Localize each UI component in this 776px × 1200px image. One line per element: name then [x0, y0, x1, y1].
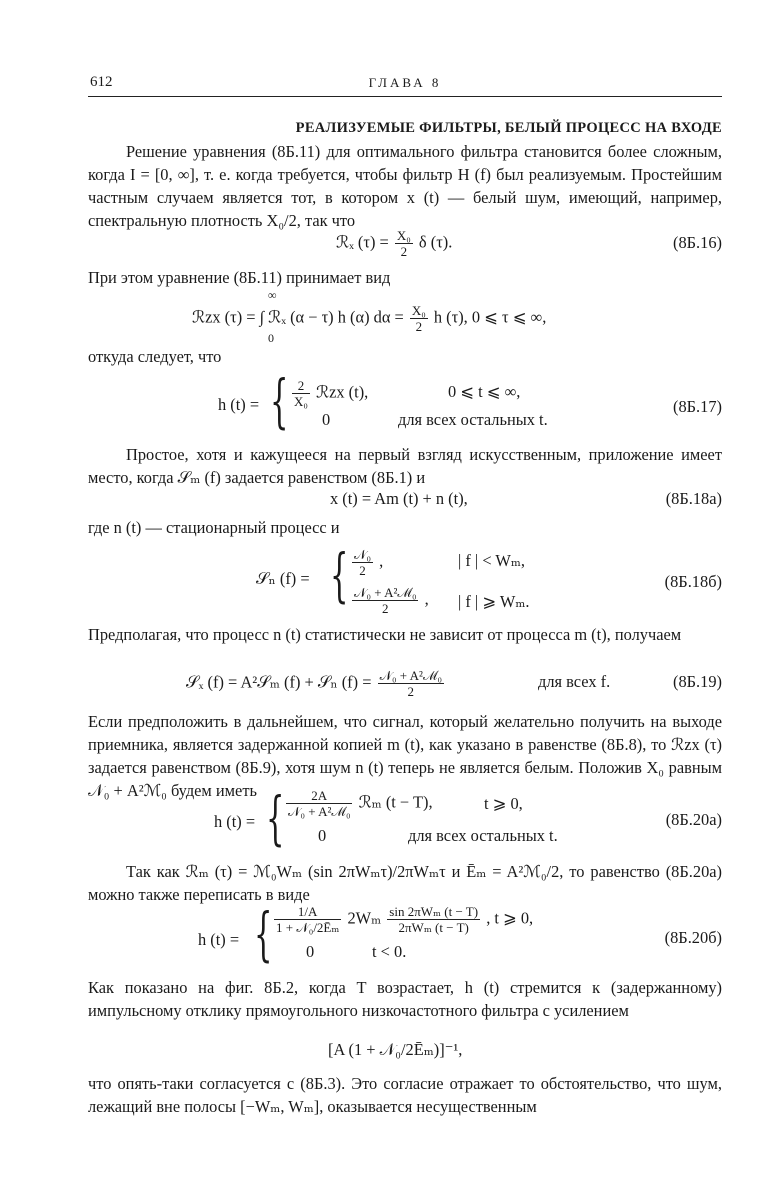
paragraph-5: где n (t) — стационарный процесс и — [88, 518, 340, 537]
equation-number-8b18b: (8Б.18б) — [664, 572, 722, 591]
equation-8b20b-case1: $\frac{1/A}{\text{1 + 𝒩₀/2Ēₘ}}$ 2Wₘ $\frac{\text{sin 2πWₘ (t − T)}}{\text{2πWₘ (t − T)}}$ , t ⩾ 0, — [276, 904, 534, 935]
brace: { — [330, 541, 349, 609]
equation-8b20b-case2: 0 — [306, 942, 315, 961]
equation-number-8b20a: (8Б.20а) — [665, 810, 722, 829]
equation-8b20a-cond2: для всех остальных t. — [408, 826, 558, 845]
equation-8b17-lhs: h (t) = — [218, 395, 260, 414]
equation-8b20b-cond2: t < 0. — [372, 942, 407, 961]
paragraph-4: Простое, хотя и кажущееся на первый взгляд искусственным, приложение имеет место, когда 𝒮ₘ (f) задается равенством (8Б.1) и — [88, 445, 722, 487]
equation-8b17-cond1: 0 ⩽ t ⩽ ∞, — [448, 382, 521, 401]
page-number: 612 — [90, 74, 113, 90]
paragraph-3: откуда следует, что — [88, 347, 222, 366]
equation-number-8b17: (8Б.17) — [672, 397, 722, 416]
equation-number-8b19: (8Б.19) — [672, 672, 722, 691]
brace: { — [266, 784, 285, 852]
paragraph-1: Решение уравнения (8Б.11) для оптимального фильтра становится более сложным, когда I = [0, ∞], т. е. когда требуется, чтобы фильтр H (f) был реализуемым. Простейшим частным случаем является тот, в котором x (t) — белый шум, имеющий, например, спектральную плотность X₀/2, так что — [88, 142, 722, 230]
equation-number-8b16: (8Б.16) — [672, 233, 722, 252]
equation-8b20a-case1: $\frac{2A}{\text{𝒩₀ + A²ℳ₀}}$ ℛₘ (t − T), — [288, 788, 433, 819]
equation-number-8b18a: (8Б.18а) — [665, 489, 722, 508]
brace: { — [254, 900, 273, 968]
equation-8b20a-cond1: t ⩾ 0, — [484, 794, 523, 813]
equation-8b20b-lhs: h (t) = — [198, 930, 240, 949]
equation-8b18b-cond2: | f | ⩾ Wₘ. — [458, 592, 530, 611]
equation-8b17-case2: 0 — [322, 410, 331, 429]
equation-8b18b-lhs: 𝒮ₙ (f) = — [256, 569, 310, 588]
equation-gain: [A (1 + 𝒩₀/2Ēₘ)]⁻¹, — [328, 1040, 463, 1059]
section-title: РЕАЛИЗУЕМЫЕ ФИЛЬТРЫ, БЕЛЫЙ ПРОЦЕСС НА ВХОДЕ — [295, 120, 722, 136]
paragraph-9: Как показано на фиг. 8Б.2, когда T возрастает, h (t) стремится к (задержанному) импульсному отклику прямоугольного низкочастотного фильтра с усилением — [88, 978, 722, 1020]
equation-8b18b-case1: $\frac{\text{𝒩₀}}{2}$ , — [354, 547, 384, 578]
integral-upper-limit: ∞ — [268, 288, 277, 302]
equation-8b18b-case2: $\frac{\text{𝒩₀ + A²ℳ₀}}{2}$ , — [354, 585, 429, 616]
equation-8b20a-lhs: h (t) = — [214, 812, 256, 831]
chapter-title: ГЛАВА 8 — [368, 75, 442, 90]
equation-8b18a: x (t) = Am (t) + n (t), — [330, 489, 468, 508]
equation-8b19: 𝒮ₓ (f) = A²𝒮ₘ (f) + 𝒮ₙ (f) = $\frac{\text{𝒩₀ + A²ℳ₀}}{2}$ — [186, 668, 443, 699]
equation-number-8b20b: (8Б.20б) — [664, 928, 722, 947]
paragraph-10: что опять-таки согласуется с (8Б.3). Это согласие отражает то обстоятельство, что шум, лежащий вне полосы [−Wₘ, Wₘ], оказывается несущественным — [88, 1074, 722, 1116]
equation-8b18b-cond1: | f | < Wₘ, — [458, 551, 525, 570]
running-header — [88, 74, 722, 97]
integral-lower-limit: 0 — [268, 331, 274, 345]
paragraph-6: Предполагая, что процесс n (t) статистически не зависит от процесса m (t), получаем — [88, 625, 682, 644]
equation-8b19-cond: для всех f. — [538, 672, 611, 691]
paragraph-8: Так как ℛₘ (τ) = ℳ₀Wₘ (sin 2πWₘτ)/2πWₘτ и Ēₘ = A²ℳ₀/2, то равенство (8Б.20а) можно также переписать в виде — [88, 862, 722, 904]
paragraph-2: При этом уравнение (8Б.11) принимает вид — [88, 268, 391, 287]
brace: { — [270, 367, 289, 435]
paragraph-7: Если предположить в дальнейшем, что сигнал, который желательно получить на выходе приемника, является задержанной копией m (t), как указано в равенстве (8Б.8), то ℛzx (τ) задается равенством (8Б.9), хотя шум n (t) теперь не является белым. Положив X₀ равным 𝒩₀ + A²ℳ₀ будем иметь — [88, 712, 722, 800]
equation-8b17-cond2: для всех остальных t. — [398, 410, 548, 429]
equation-integral: ℛzx (τ) = ∫ ℛₓ (α − τ) h (α) dα = $\frac{\text{X₀}}{2}$ h (τ), 0 ⩽ τ ⩽ ∞, — [192, 303, 547, 334]
equation-8b17-case1: $\frac{2}{\text{X₀}}$ ℛzx (t), — [294, 378, 369, 409]
equation-8b20a-case2: 0 — [318, 826, 327, 845]
equation-8b16: ℛₓ (τ) = $\frac{\text{X₀}}{2}$ δ (τ). — [336, 228, 453, 259]
